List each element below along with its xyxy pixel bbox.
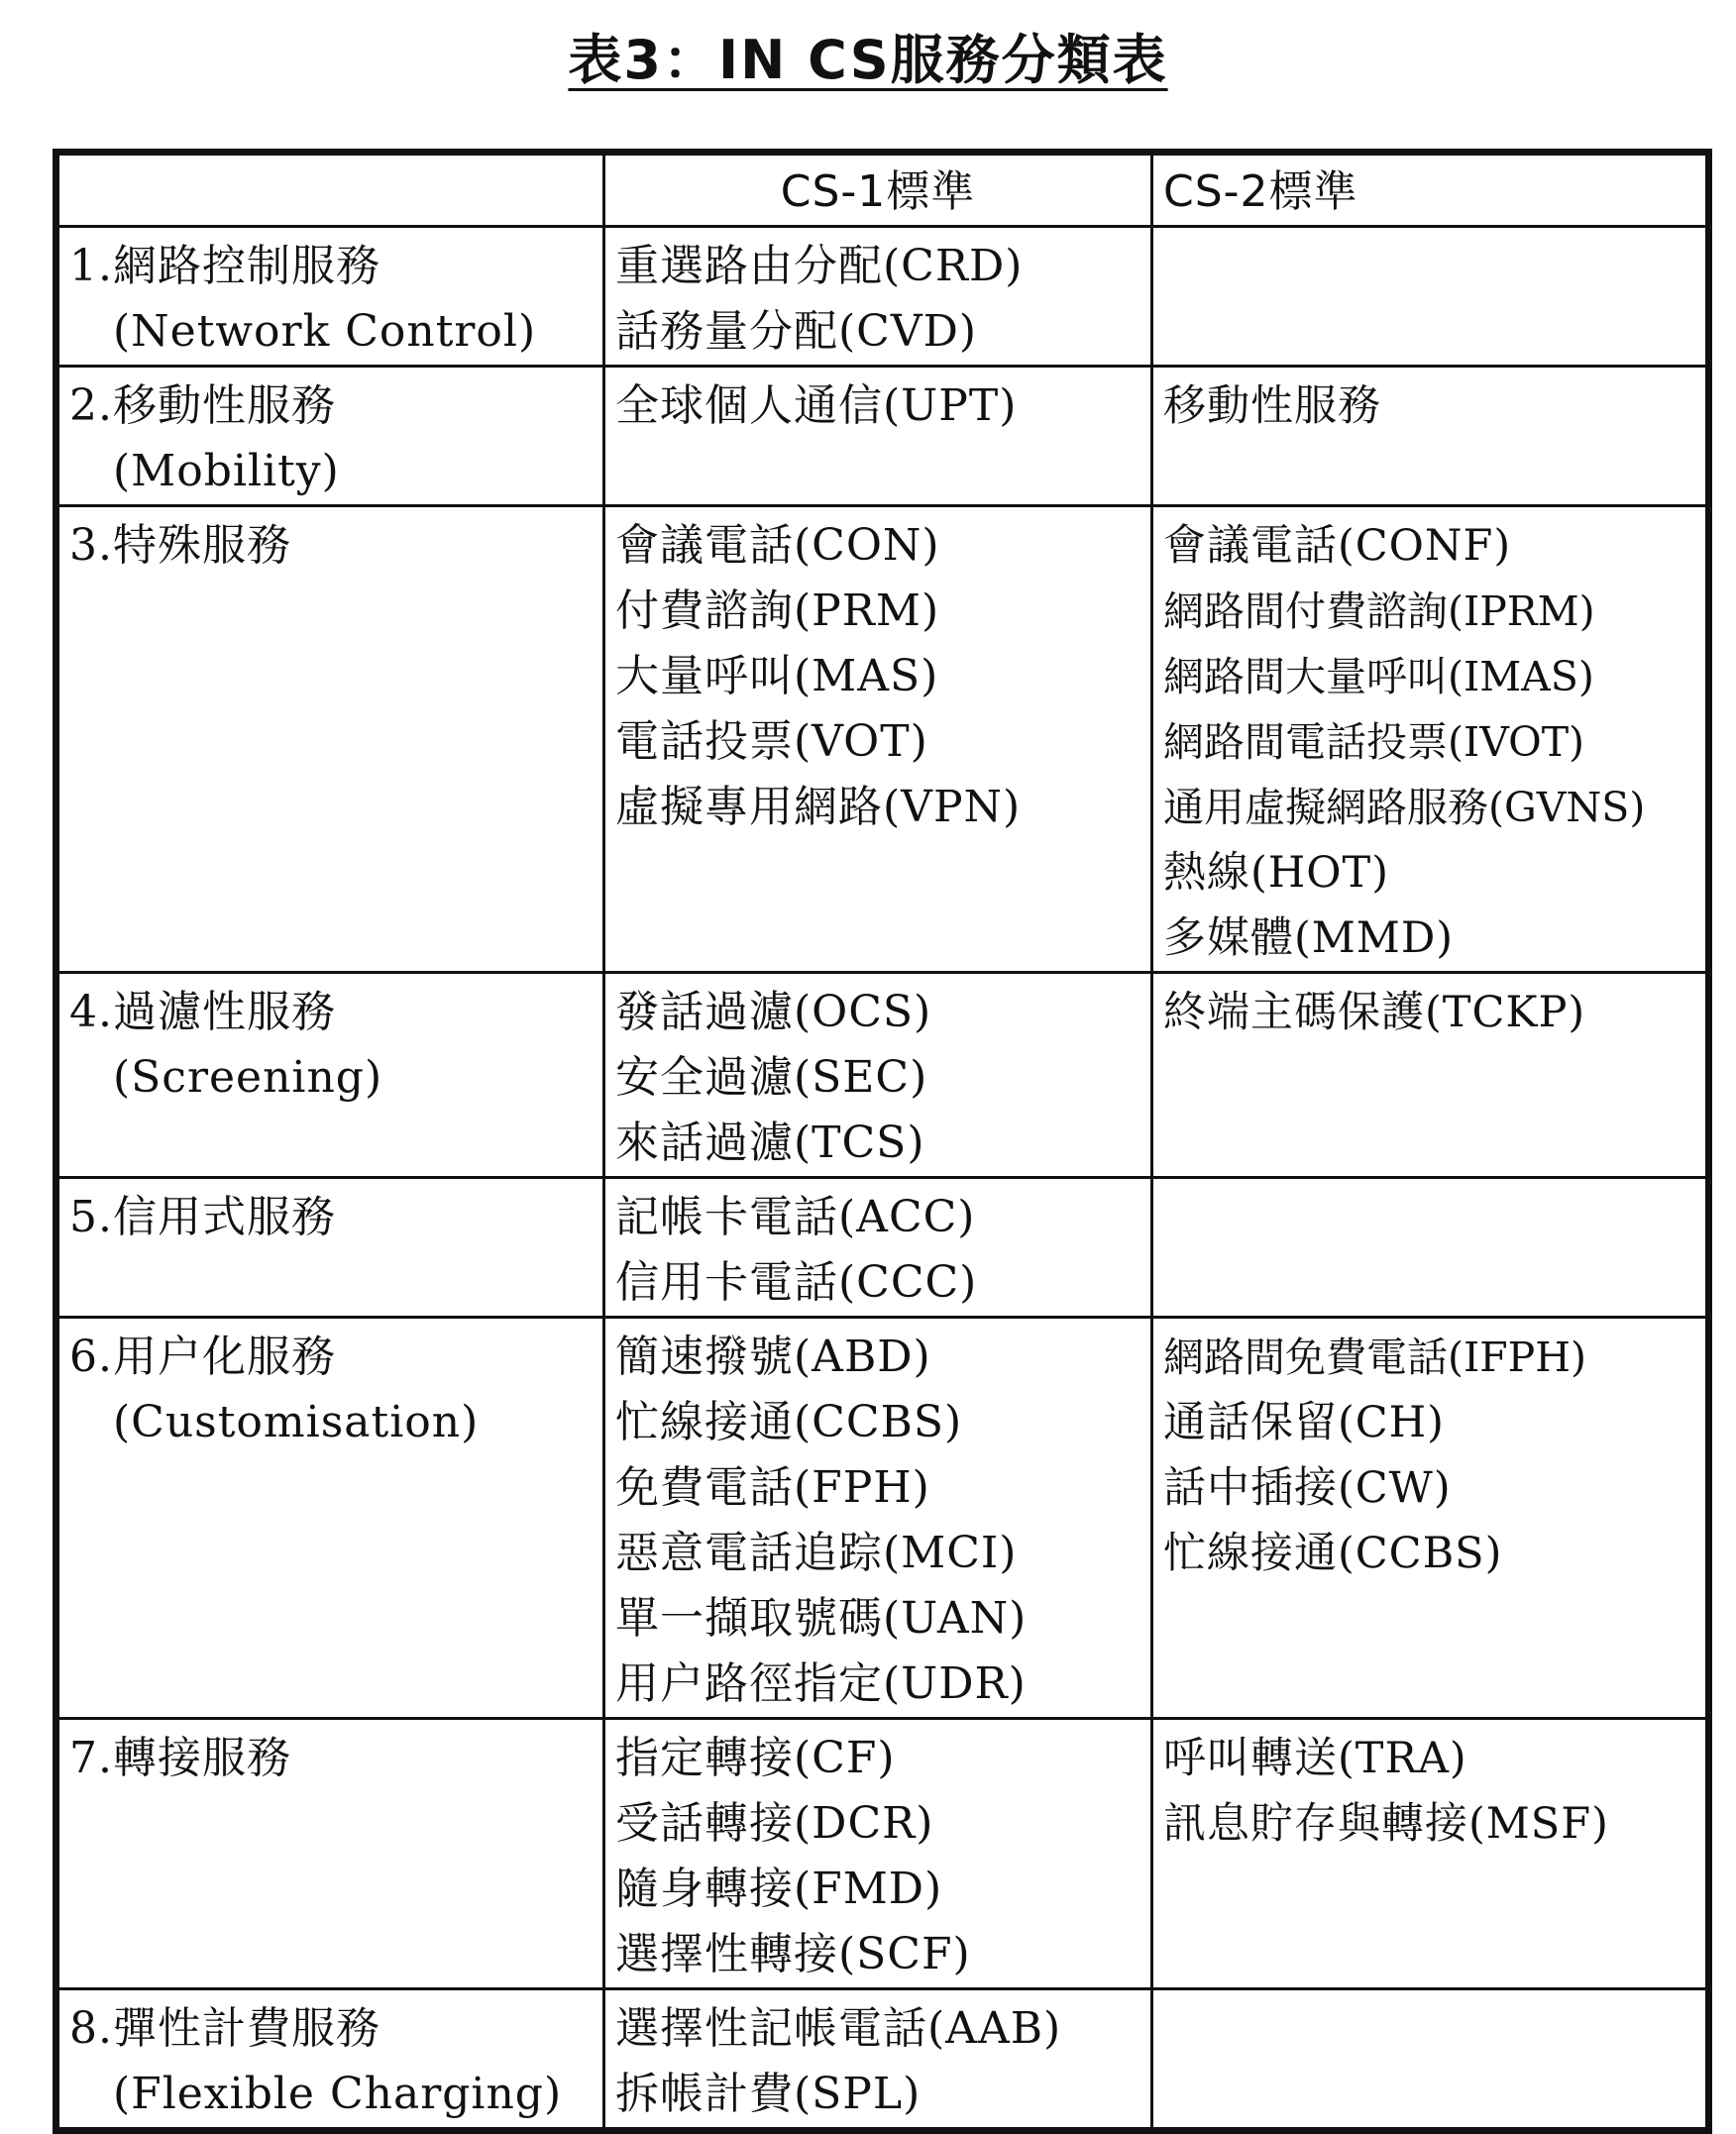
category-cell: [56, 1989, 604, 2131]
category-label: 5.信用式服務: [69, 1192, 336, 1242]
category-cell: [56, 506, 604, 973]
cs1-service-item: 簡速撥號(ABD): [615, 1332, 931, 1382]
cs1-service-item: 受話轉接(DCR): [615, 1798, 934, 1849]
cs1-service-item: 選擇性轉接(SCF): [615, 1929, 971, 1979]
cs1-service-item: 免費電話(FPH): [615, 1462, 930, 1513]
category-cell: [56, 1318, 604, 1719]
category-english-label: (Network Control): [113, 306, 537, 357]
cs1-service-item: 來話過濾(TCS): [615, 1118, 925, 1168]
cs1-service-item: 安全過濾(SEC): [615, 1052, 928, 1103]
category-label: 2.移動性服務: [69, 380, 336, 431]
cs2-cell: [1152, 1318, 1709, 1719]
cs1-cell: [604, 1719, 1152, 1989]
category-label: 8.彈性計費服務: [69, 2003, 380, 2054]
cs2-service-item: 網路間電話投票(IVOT): [1163, 718, 1585, 766]
cs2-service-item: 訊息貯存與轉接(MSF): [1163, 1799, 1609, 1849]
category-label: 3.特殊服務: [69, 520, 291, 571]
cs1-service-item: 拆帳計費(SPL): [615, 2069, 922, 2119]
cs1-service-item: 用户路徑指定(UDR): [615, 1658, 1027, 1709]
cs2-service-item: 多媒體(MMD): [1163, 913, 1455, 963]
header-blank-cell: [56, 153, 604, 227]
cs2-service-item: 網路間付費諮詢(IPRM): [1163, 587, 1595, 635]
category-cell: [56, 1719, 604, 1989]
cs1-service-item: 虛擬專用網路(VPN): [615, 782, 1022, 832]
cs2-cell: [1152, 1989, 1709, 2131]
table-row: [56, 1989, 1709, 2131]
category-cell: [56, 367, 604, 506]
cs2-service-item: 熱線(HOT): [1163, 848, 1389, 898]
cs2-service-item: 忙線接通(CCBS): [1163, 1529, 1503, 1578]
cs1-cell: [604, 1178, 1152, 1318]
cs2-cell: [1152, 227, 1709, 367]
table-header-row: [56, 153, 1709, 227]
cs2-service-item: 話中插接(CW): [1163, 1463, 1452, 1513]
cs1-service-item: 話務量分配(CVD): [615, 306, 978, 357]
cs2-cell: [1152, 973, 1709, 1178]
table-row: [56, 227, 1709, 367]
category-english-label: (Customisation): [113, 1397, 480, 1447]
cs1-service-item: 大量呼叫(MAS): [615, 651, 939, 701]
cs1-cell: [604, 973, 1152, 1178]
cs2-service-item: 會議電話(CONF): [1163, 521, 1512, 571]
cs2-service-item: 呼叫轉送(TRA): [1163, 1734, 1467, 1783]
table-row: [56, 1178, 1709, 1318]
cs2-cell: [1152, 506, 1709, 973]
cs2-service-item: 通話保留(CH): [1163, 1398, 1445, 1447]
cs1-cell: [604, 1318, 1152, 1719]
table-row: [56, 973, 1709, 1178]
cs1-service-item: 電話投票(VOT): [615, 716, 928, 767]
category-english-label: (Flexible Charging): [113, 2069, 563, 2119]
cs1-service-item: 記帳卡電話(ACC): [615, 1192, 976, 1242]
table-row: [56, 367, 1709, 506]
cs1-service-item: 隨身轉接(FMD): [615, 1864, 943, 1914]
table-body: [56, 153, 1709, 2131]
cs1-service-item: 單一擷取號碼(UAN): [615, 1593, 1028, 1644]
cs1-service-item: 指定轉接(CF): [615, 1733, 896, 1783]
category-cell: [56, 1178, 604, 1318]
category-label: 6.用户化服務: [69, 1332, 336, 1382]
table-row: [56, 1719, 1709, 1989]
table-row: [56, 506, 1709, 973]
cs2-cell: [1152, 1178, 1709, 1318]
page-title: 表3：IN CS服務分類表: [568, 29, 1168, 91]
cs1-cell: [604, 506, 1152, 973]
table-row: [56, 1318, 1709, 1719]
cs2-service-item: 通用虛擬網路服務(GVNS): [1163, 784, 1646, 831]
cs1-cell: [604, 367, 1152, 506]
category-english-label: (Screening): [113, 1052, 383, 1103]
cs2-service-item: 移動性服務: [1163, 381, 1381, 431]
cs1-service-item: 重選路由分配(CRD): [615, 241, 1024, 291]
category-label: 1.網路控制服務: [69, 241, 380, 291]
cs1-service-item: 全球個人通信(UPT): [615, 380, 1018, 431]
cs2-service-item: 網路間免費電話(IFPH): [1163, 1334, 1586, 1381]
category-label: 4.過濾性服務: [69, 987, 336, 1037]
title-wrap: [0, 18, 1736, 94]
cs1-service-item: 會議電話(CON): [615, 520, 940, 571]
cs1-service-item: 惡意電話追踪(MCI): [615, 1528, 1018, 1578]
cs2-service-item: 網路間大量呼叫(IMAS): [1163, 653, 1594, 700]
cs1-service-item: 選擇性記帳電話(AAB): [615, 2003, 1062, 2054]
header-cs2: CS-2標準: [1152, 153, 1709, 227]
category-cell: [56, 227, 604, 367]
header-cs1: CS-1標準: [604, 153, 1152, 227]
service-classification-table: [53, 149, 1712, 2134]
cs1-cell: [604, 1989, 1152, 2131]
category-cell: [56, 973, 604, 1178]
cs1-service-item: 發話過濾(OCS): [615, 987, 932, 1037]
category-label: 7.轉接服務: [69, 1733, 291, 1783]
cs2-service-item: 終端主碼保護(TCKP): [1163, 988, 1586, 1037]
category-english-label: (Mobility): [113, 446, 340, 496]
cs1-cell: [604, 227, 1152, 367]
cs1-service-item: 付費諮詢(PRM): [615, 586, 940, 636]
cs2-cell: [1152, 1719, 1709, 1989]
cs1-service-item: 信用卡電話(CCC): [615, 1257, 978, 1308]
cs1-service-item: 忙線接通(CCBS): [615, 1397, 963, 1447]
cs2-cell: [1152, 367, 1709, 506]
